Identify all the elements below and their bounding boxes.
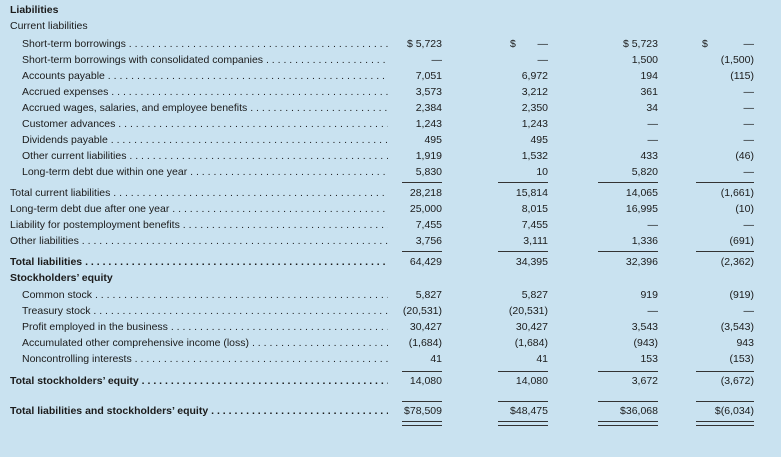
cell-value: 1,243 bbox=[521, 118, 548, 130]
cell-value: (115) bbox=[730, 70, 754, 82]
cell-value: 5,827 bbox=[521, 289, 548, 301]
row-label: Customer advances . . . bbox=[22, 116, 388, 132]
cell-value: (919) bbox=[729, 289, 754, 301]
table-row bbox=[0, 403, 781, 419]
table-row bbox=[0, 148, 781, 164]
underline bbox=[598, 182, 658, 183]
table-row bbox=[0, 351, 781, 367]
cell-value: $48,475 bbox=[510, 405, 548, 417]
underline bbox=[402, 251, 442, 252]
table-row bbox=[0, 217, 781, 233]
double-underline bbox=[498, 421, 548, 426]
row-label: Long-term debt due within one year . . . bbox=[22, 164, 388, 180]
cell-value: 32,396 bbox=[625, 256, 658, 268]
cell-value: — bbox=[743, 305, 754, 317]
cell-value: (1,684) bbox=[408, 337, 442, 349]
row-label: Treasury stock . . . bbox=[22, 303, 388, 319]
dollar-sign: $ bbox=[510, 38, 516, 50]
underline bbox=[696, 371, 754, 372]
cell-value: — bbox=[647, 219, 658, 231]
row-label: Accumulated other comprehensive income (loss) . . . bbox=[22, 335, 388, 351]
cell-value: (3,672) bbox=[720, 375, 754, 387]
row-label: Accounts payable . . . bbox=[22, 68, 388, 84]
cell-value: 14,080 bbox=[409, 375, 442, 387]
cell-value: 361 bbox=[640, 86, 658, 98]
underline bbox=[402, 401, 442, 402]
cell-value: 5,820 bbox=[631, 166, 658, 178]
cell-value: — bbox=[743, 86, 754, 98]
cell-value: 6,972 bbox=[521, 70, 548, 82]
row-label: Total liabilities . . . bbox=[10, 254, 388, 270]
dollar-sign: $ bbox=[702, 38, 708, 50]
underline bbox=[402, 182, 442, 183]
table-row bbox=[0, 287, 781, 303]
row-label: Accrued expenses . . . bbox=[22, 84, 388, 100]
cell-value: 25,000 bbox=[409, 203, 442, 215]
cell-value: 34,395 bbox=[515, 256, 548, 268]
underline bbox=[402, 371, 442, 372]
table-row bbox=[0, 68, 781, 84]
table-row bbox=[0, 36, 781, 52]
cell-value: 2,384 bbox=[415, 102, 442, 114]
cell-value: 64,429 bbox=[409, 256, 442, 268]
cell-value: (153) bbox=[729, 353, 754, 365]
underline bbox=[696, 182, 754, 183]
row-label: Total liabilities and stockholders’ equity . . . bbox=[10, 403, 388, 419]
cell-value: 34 bbox=[646, 102, 658, 114]
cell-value: $(6,034) bbox=[714, 405, 754, 417]
double-underline bbox=[696, 421, 754, 426]
cell-value: (10) bbox=[735, 203, 754, 215]
table-row bbox=[0, 132, 781, 148]
cell-value: — bbox=[743, 134, 754, 146]
underline bbox=[598, 251, 658, 252]
cell-value: (20,531) bbox=[402, 305, 442, 317]
current-liabilities-row bbox=[0, 18, 781, 34]
cell-value: — bbox=[647, 305, 658, 317]
underline bbox=[498, 401, 548, 402]
table-row bbox=[0, 84, 781, 100]
cell-value: — bbox=[743, 166, 754, 178]
cell-value: 5,830 bbox=[415, 166, 442, 178]
cell-value: (3,543) bbox=[720, 321, 754, 333]
cell-value: 8,015 bbox=[521, 203, 548, 215]
cell-value: (20,531) bbox=[508, 305, 548, 317]
table-row bbox=[0, 254, 781, 270]
cell-value: 1,336 bbox=[631, 235, 658, 247]
row-label: Dividends payable . . . bbox=[22, 132, 388, 148]
cell-value: (1,661) bbox=[720, 187, 754, 199]
cell-value: 28,218 bbox=[409, 187, 442, 199]
cell-value: 41 bbox=[536, 353, 548, 365]
table-row bbox=[0, 233, 781, 249]
double-underline bbox=[402, 421, 442, 426]
row-label: Total stockholders’ equity . . . bbox=[10, 373, 388, 389]
cell-value: 5,827 bbox=[415, 289, 442, 301]
cell-value: — bbox=[431, 54, 442, 66]
cell-value: 3,756 bbox=[415, 235, 442, 247]
cell-value: 495 bbox=[424, 134, 442, 146]
cell-value: 943 bbox=[736, 337, 754, 349]
cell-value: 30,427 bbox=[515, 321, 548, 333]
table-row bbox=[0, 52, 781, 68]
cell-value: $ 5,723 bbox=[406, 38, 442, 50]
row-label: Other liabilities . . . bbox=[10, 233, 388, 249]
cell-value: 7,051 bbox=[415, 70, 442, 82]
cell-value: — bbox=[743, 38, 754, 50]
table-row bbox=[0, 185, 781, 201]
cell-value: 30,427 bbox=[409, 321, 442, 333]
cell-value: (46) bbox=[735, 150, 754, 162]
double-underline bbox=[598, 421, 658, 426]
cell-value: 1,919 bbox=[415, 150, 442, 162]
cell-value: (943) bbox=[633, 337, 658, 349]
row-label: Short-term borrowings . . . bbox=[22, 36, 388, 52]
cell-value: 2,350 bbox=[521, 102, 548, 114]
cell-value: 919 bbox=[640, 289, 658, 301]
row-label: Total current liabilities . . . bbox=[10, 185, 388, 201]
cell-value: 194 bbox=[640, 70, 658, 82]
cell-value: 3,111 bbox=[523, 235, 548, 247]
table-row bbox=[0, 335, 781, 351]
table-row bbox=[0, 373, 781, 389]
cell-value: (1,684) bbox=[514, 337, 548, 349]
cell-value: 7,455 bbox=[415, 219, 442, 231]
cell-value: $36,068 bbox=[620, 405, 658, 417]
heading-row bbox=[0, 2, 781, 18]
cell-value: 1,500 bbox=[631, 54, 658, 66]
cell-value: — bbox=[743, 219, 754, 231]
cell-value: — bbox=[647, 118, 658, 130]
cell-value: 15,814 bbox=[515, 187, 548, 199]
cell-value: 3,543 bbox=[631, 321, 658, 333]
underline bbox=[696, 401, 754, 402]
cell-value: 14,065 bbox=[625, 187, 658, 199]
cell-value: (691) bbox=[729, 235, 754, 247]
row-label: Accrued wages, salaries, and employee benefits . . . bbox=[22, 100, 388, 116]
table-row bbox=[0, 164, 781, 180]
row-label: Stockholders’ equity bbox=[10, 272, 113, 284]
cell-value: $78,509 bbox=[404, 405, 442, 417]
liabilities-heading: Liabilities bbox=[10, 4, 59, 16]
current-liabilities-label: Current liabilities bbox=[10, 20, 88, 32]
cell-value: — bbox=[647, 134, 658, 146]
cell-value: — bbox=[537, 38, 548, 50]
cell-value: 433 bbox=[640, 150, 658, 162]
cell-value: 1,243 bbox=[415, 118, 442, 130]
cell-value: 10 bbox=[536, 166, 548, 178]
table-row bbox=[0, 303, 781, 319]
row-label: Short-term borrowings with consolidated companies . . . bbox=[22, 52, 388, 68]
cell-value: 153 bbox=[640, 353, 658, 365]
underline bbox=[498, 371, 548, 372]
cell-value: 495 bbox=[530, 134, 548, 146]
underline bbox=[598, 401, 658, 402]
table-row bbox=[0, 100, 781, 116]
cell-value: 41 bbox=[430, 353, 442, 365]
row-label: Noncontrolling interests . . . bbox=[22, 351, 388, 367]
row-label: Long-term debt due after one year . . . bbox=[10, 201, 388, 217]
cell-value: 3,212 bbox=[521, 86, 548, 98]
table-row bbox=[0, 270, 781, 286]
cell-value: 14,080 bbox=[515, 375, 548, 387]
table-row bbox=[0, 319, 781, 335]
underline bbox=[598, 371, 658, 372]
cell-value: $ 5,723 bbox=[622, 38, 658, 50]
cell-value: (1,500) bbox=[720, 54, 754, 66]
row-label: Common stock . . . bbox=[22, 287, 388, 303]
cell-value: — bbox=[743, 102, 754, 114]
cell-value: 3,672 bbox=[631, 375, 658, 387]
row-label: Liability for postemployment benefits . . . bbox=[10, 217, 388, 233]
cell-value: — bbox=[743, 118, 754, 130]
underline bbox=[696, 251, 754, 252]
row-label: Profit employed in the business . . . bbox=[22, 319, 388, 335]
cell-value: 7,455 bbox=[521, 219, 548, 231]
cell-value: — bbox=[537, 54, 548, 66]
cell-value: 3,573 bbox=[415, 86, 442, 98]
row-label: Other current liabilities . . . bbox=[22, 148, 388, 164]
cell-value: 16,995 bbox=[625, 203, 658, 215]
underline bbox=[498, 182, 548, 183]
underline bbox=[498, 251, 548, 252]
cell-value: 1,532 bbox=[521, 150, 548, 162]
cell-value: (2,362) bbox=[720, 256, 754, 268]
table-row bbox=[0, 116, 781, 132]
table-row bbox=[0, 201, 781, 217]
